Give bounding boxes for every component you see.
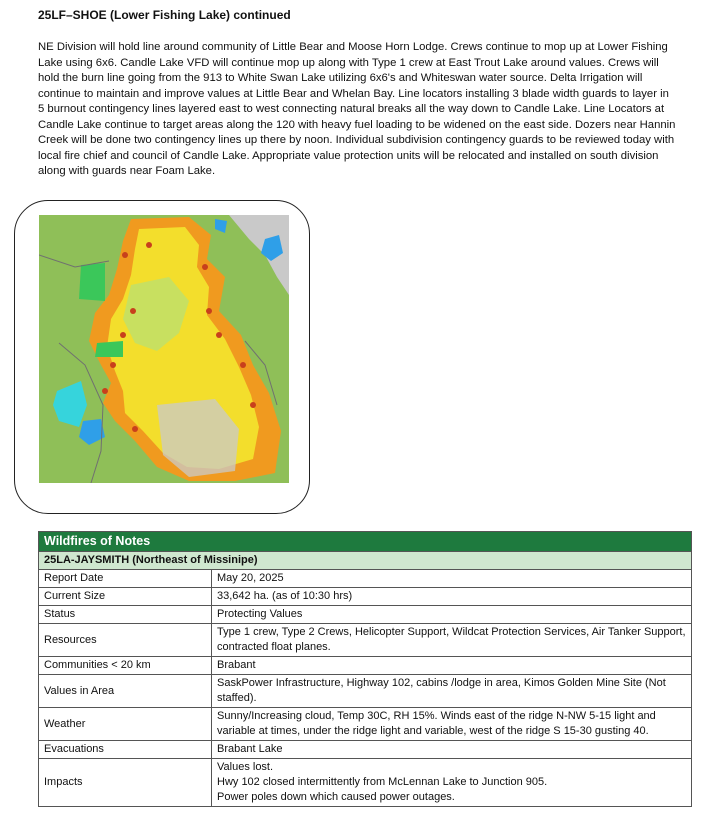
row-label: Resources bbox=[39, 624, 212, 657]
wildfires-table bbox=[38, 531, 692, 807]
row-label: Communities < 20 km bbox=[39, 657, 212, 675]
park-area bbox=[79, 263, 105, 301]
table-title-row bbox=[39, 532, 692, 552]
fire-hotspot bbox=[206, 308, 212, 314]
table-row bbox=[39, 588, 692, 606]
row-label: Impacts bbox=[39, 759, 212, 807]
fire-hotspot bbox=[216, 332, 222, 338]
table-row bbox=[39, 675, 692, 708]
table-subtitle: 25LA-JAYSMITH (Northeast of Missinipe) bbox=[39, 552, 692, 570]
table-row bbox=[39, 759, 692, 807]
row-label: Report Date bbox=[39, 570, 212, 588]
fire-hotspot bbox=[202, 264, 208, 270]
row-label: Current Size bbox=[39, 588, 212, 606]
table-title: Wildfires of Notes bbox=[39, 532, 692, 552]
fire-map-frame bbox=[14, 200, 310, 514]
row-label: Weather bbox=[39, 708, 212, 741]
fire-hotspot bbox=[240, 362, 246, 368]
row-value: Sunny/Increasing cloud, Temp 30C, RH 15%. Winds east of the ridge N-NW 5-15 light and variable at times, under the ridge light and variable, west of the ridge S 15-30 gusting 40. bbox=[212, 708, 692, 741]
row-value: Protecting Values bbox=[212, 606, 692, 624]
row-value: May 20, 2025 bbox=[212, 570, 692, 588]
park-area bbox=[95, 341, 123, 357]
fire-hotspot bbox=[250, 402, 256, 408]
table-row bbox=[39, 657, 692, 675]
table-row bbox=[39, 606, 692, 624]
fire-hotspot bbox=[102, 388, 108, 394]
row-value-line: Values lost. bbox=[217, 761, 274, 773]
row-value-line: Power poles down which caused power outages. bbox=[217, 791, 455, 803]
table-row bbox=[39, 570, 692, 588]
row-label: Evacuations bbox=[39, 741, 212, 759]
row-value: Brabant Lake bbox=[212, 741, 692, 759]
fire-hotspot bbox=[146, 242, 152, 248]
fire-hotspot bbox=[122, 252, 128, 258]
row-value: 33,642 ha. (as of 10:30 hrs) bbox=[212, 588, 692, 606]
fire-hotspot bbox=[132, 426, 138, 432]
fire-hotspot bbox=[130, 308, 136, 314]
table-subtitle-row bbox=[39, 552, 692, 570]
section-paragraph: NE Division will hold line around community of Little Bear and Moose Horn Lodge. Crews continue to mop up at Lower Fishing Lake using 6x6. Candle Lake VFD will continue mop up along with Type 1 crew at East Trout Lake around values. Crews will hold the burn line going from the 913 to White Swan Lake utilizing 6x6's and Whiteswan water source. Delta Irrigation will continue to maintain and improve values at Little Bear and Whelan Bay. Line locators installing 3 blade width guards to layer in 5 burnout contingency lines layered east to west connecting natural breaks all the way down to Candle Lake. Line Locators at Candle Lake continue to target areas along the 120 with heavy fuel loading to be widened on the east side. Dozers near Hannin Creek will be done two contingency lines up there by noon. Individual subdivision contingency guards to be reviewed today with local fire chief and council of Candle Lake. Appropriate value protection units will be relocated and installed on south division along with guards near Foam Lake. bbox=[38, 41, 676, 177]
fire-perimeter-map bbox=[39, 215, 289, 483]
row-value bbox=[212, 759, 692, 807]
row-value: Brabant bbox=[212, 657, 692, 675]
table-row bbox=[39, 741, 692, 759]
row-value: Type 1 crew, Type 2 Crews, Helicopter Support, Wildcat Protection Services, Air Tanker Support, contracted float planes. bbox=[212, 624, 692, 657]
row-label: Values in Area bbox=[39, 675, 212, 708]
fire-hotspot bbox=[110, 362, 116, 368]
row-label: Status bbox=[39, 606, 212, 624]
row-value-line: Hwy 102 closed intermittently from McLennan Lake to Junction 905. bbox=[217, 776, 548, 788]
table-row bbox=[39, 624, 692, 657]
fire-hotspot bbox=[120, 332, 126, 338]
table-row bbox=[39, 708, 692, 741]
section-heading: 25LF–SHOE (Lower Fishing Lake) continued bbox=[38, 8, 291, 22]
row-value: SaskPower Infrastructure, Highway 102, cabins /lodge in area, Kimos Golden Mine Site (Not staffed). bbox=[212, 675, 692, 708]
